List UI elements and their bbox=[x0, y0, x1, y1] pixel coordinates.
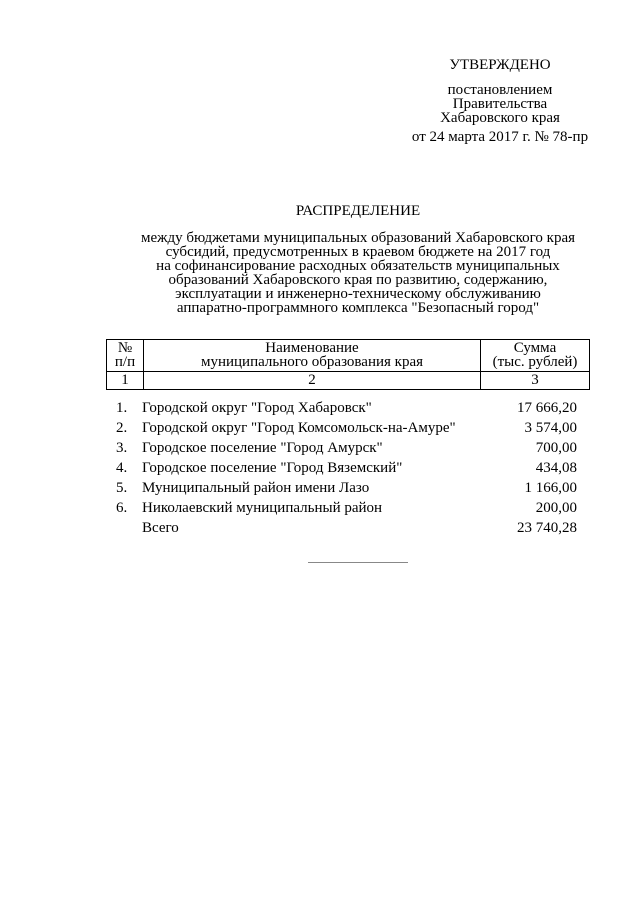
row-sum: 3 574,00 bbox=[524, 420, 577, 436]
table-header-row bbox=[107, 340, 590, 372]
table-row bbox=[106, 458, 590, 478]
row-number: 2. bbox=[116, 420, 128, 436]
header-num-line-2: п/п bbox=[114, 354, 136, 370]
row-sum: 200,00 bbox=[535, 500, 577, 516]
table-body bbox=[106, 398, 590, 538]
table-row bbox=[106, 498, 590, 518]
header-sum-cell bbox=[481, 340, 590, 372]
approval-line-3: Хабаровского края bbox=[440, 110, 560, 126]
row-number: 5. bbox=[116, 480, 128, 496]
end-divider bbox=[308, 562, 408, 563]
header-num-line-1: № bbox=[117, 340, 133, 356]
table-row bbox=[106, 418, 590, 438]
header-num-cell bbox=[107, 340, 144, 372]
table-total-row bbox=[106, 518, 590, 538]
table-row bbox=[106, 478, 590, 498]
header-name-cell bbox=[144, 340, 481, 372]
row-sum: 700,00 bbox=[535, 440, 577, 456]
header-name-line-2: муниципального образования края bbox=[200, 354, 424, 370]
row-name: Городское поселение "Город Амурск" bbox=[142, 440, 383, 456]
document-title-block bbox=[100, 204, 616, 315]
title-line: образований Хабаровского края по развитию, содержанию, bbox=[168, 272, 548, 288]
approval-heading: УТВЕРЖДЕНО bbox=[449, 57, 551, 73]
table-row bbox=[106, 398, 590, 418]
approval-line-2: Правительства bbox=[452, 96, 548, 112]
title-line: между бюджетами муниципальных образований Хабаровского края bbox=[140, 230, 576, 246]
row-sum: 1 166,00 bbox=[524, 480, 577, 496]
title-line: на софинансирование расходных обязательств муниципальных bbox=[156, 258, 560, 274]
row-name: Николаевский муниципальный район bbox=[142, 500, 383, 516]
title-line: субсидий, предусмотренных в краевом бюджете на 2017 год bbox=[165, 244, 551, 260]
document-title: РАСПРЕДЕЛЕНИЕ bbox=[295, 203, 421, 219]
total-label: Всего bbox=[142, 520, 179, 536]
header-sum-line-1: Сумма bbox=[513, 340, 557, 356]
column-numbers-row bbox=[107, 372, 590, 390]
total-sum: 23 740,28 bbox=[517, 520, 577, 536]
approval-stamp bbox=[400, 58, 600, 144]
row-name: Городской округ "Город Комсомольск-на-Амуре" bbox=[142, 420, 456, 436]
column-number: 2 bbox=[144, 372, 481, 390]
table-header bbox=[106, 339, 590, 390]
row-number: 1. bbox=[116, 400, 128, 416]
row-name: Муниципальный район имени Лазо bbox=[142, 480, 370, 496]
row-sum: 434,08 bbox=[535, 460, 577, 476]
row-sum: 17 666,20 bbox=[517, 400, 577, 416]
title-line: эксплуатации и инженерно-техническому обслуживанию bbox=[175, 286, 541, 302]
row-number: 4. bbox=[116, 460, 128, 476]
row-number: 6. bbox=[116, 500, 128, 516]
row-name: Городской округ "Город Хабаровск" bbox=[142, 400, 372, 416]
table-row bbox=[106, 438, 590, 458]
total-number bbox=[106, 518, 142, 538]
approval-line-1: постановлением bbox=[447, 82, 553, 98]
row-name: Городское поселение "Город Вяземский" bbox=[142, 460, 403, 476]
header-name-line-1: Наименование bbox=[265, 340, 359, 356]
header-sum-line-2: (тыс. рублей) bbox=[492, 354, 578, 370]
column-number: 3 bbox=[481, 372, 590, 390]
approval-date: от 24 марта 2017 г. № 78-пр bbox=[411, 129, 589, 145]
title-line: аппаратно-программного комплекса "Безопасный город" bbox=[176, 300, 540, 316]
column-number: 1 bbox=[107, 372, 144, 390]
row-number: 3. bbox=[116, 440, 128, 456]
